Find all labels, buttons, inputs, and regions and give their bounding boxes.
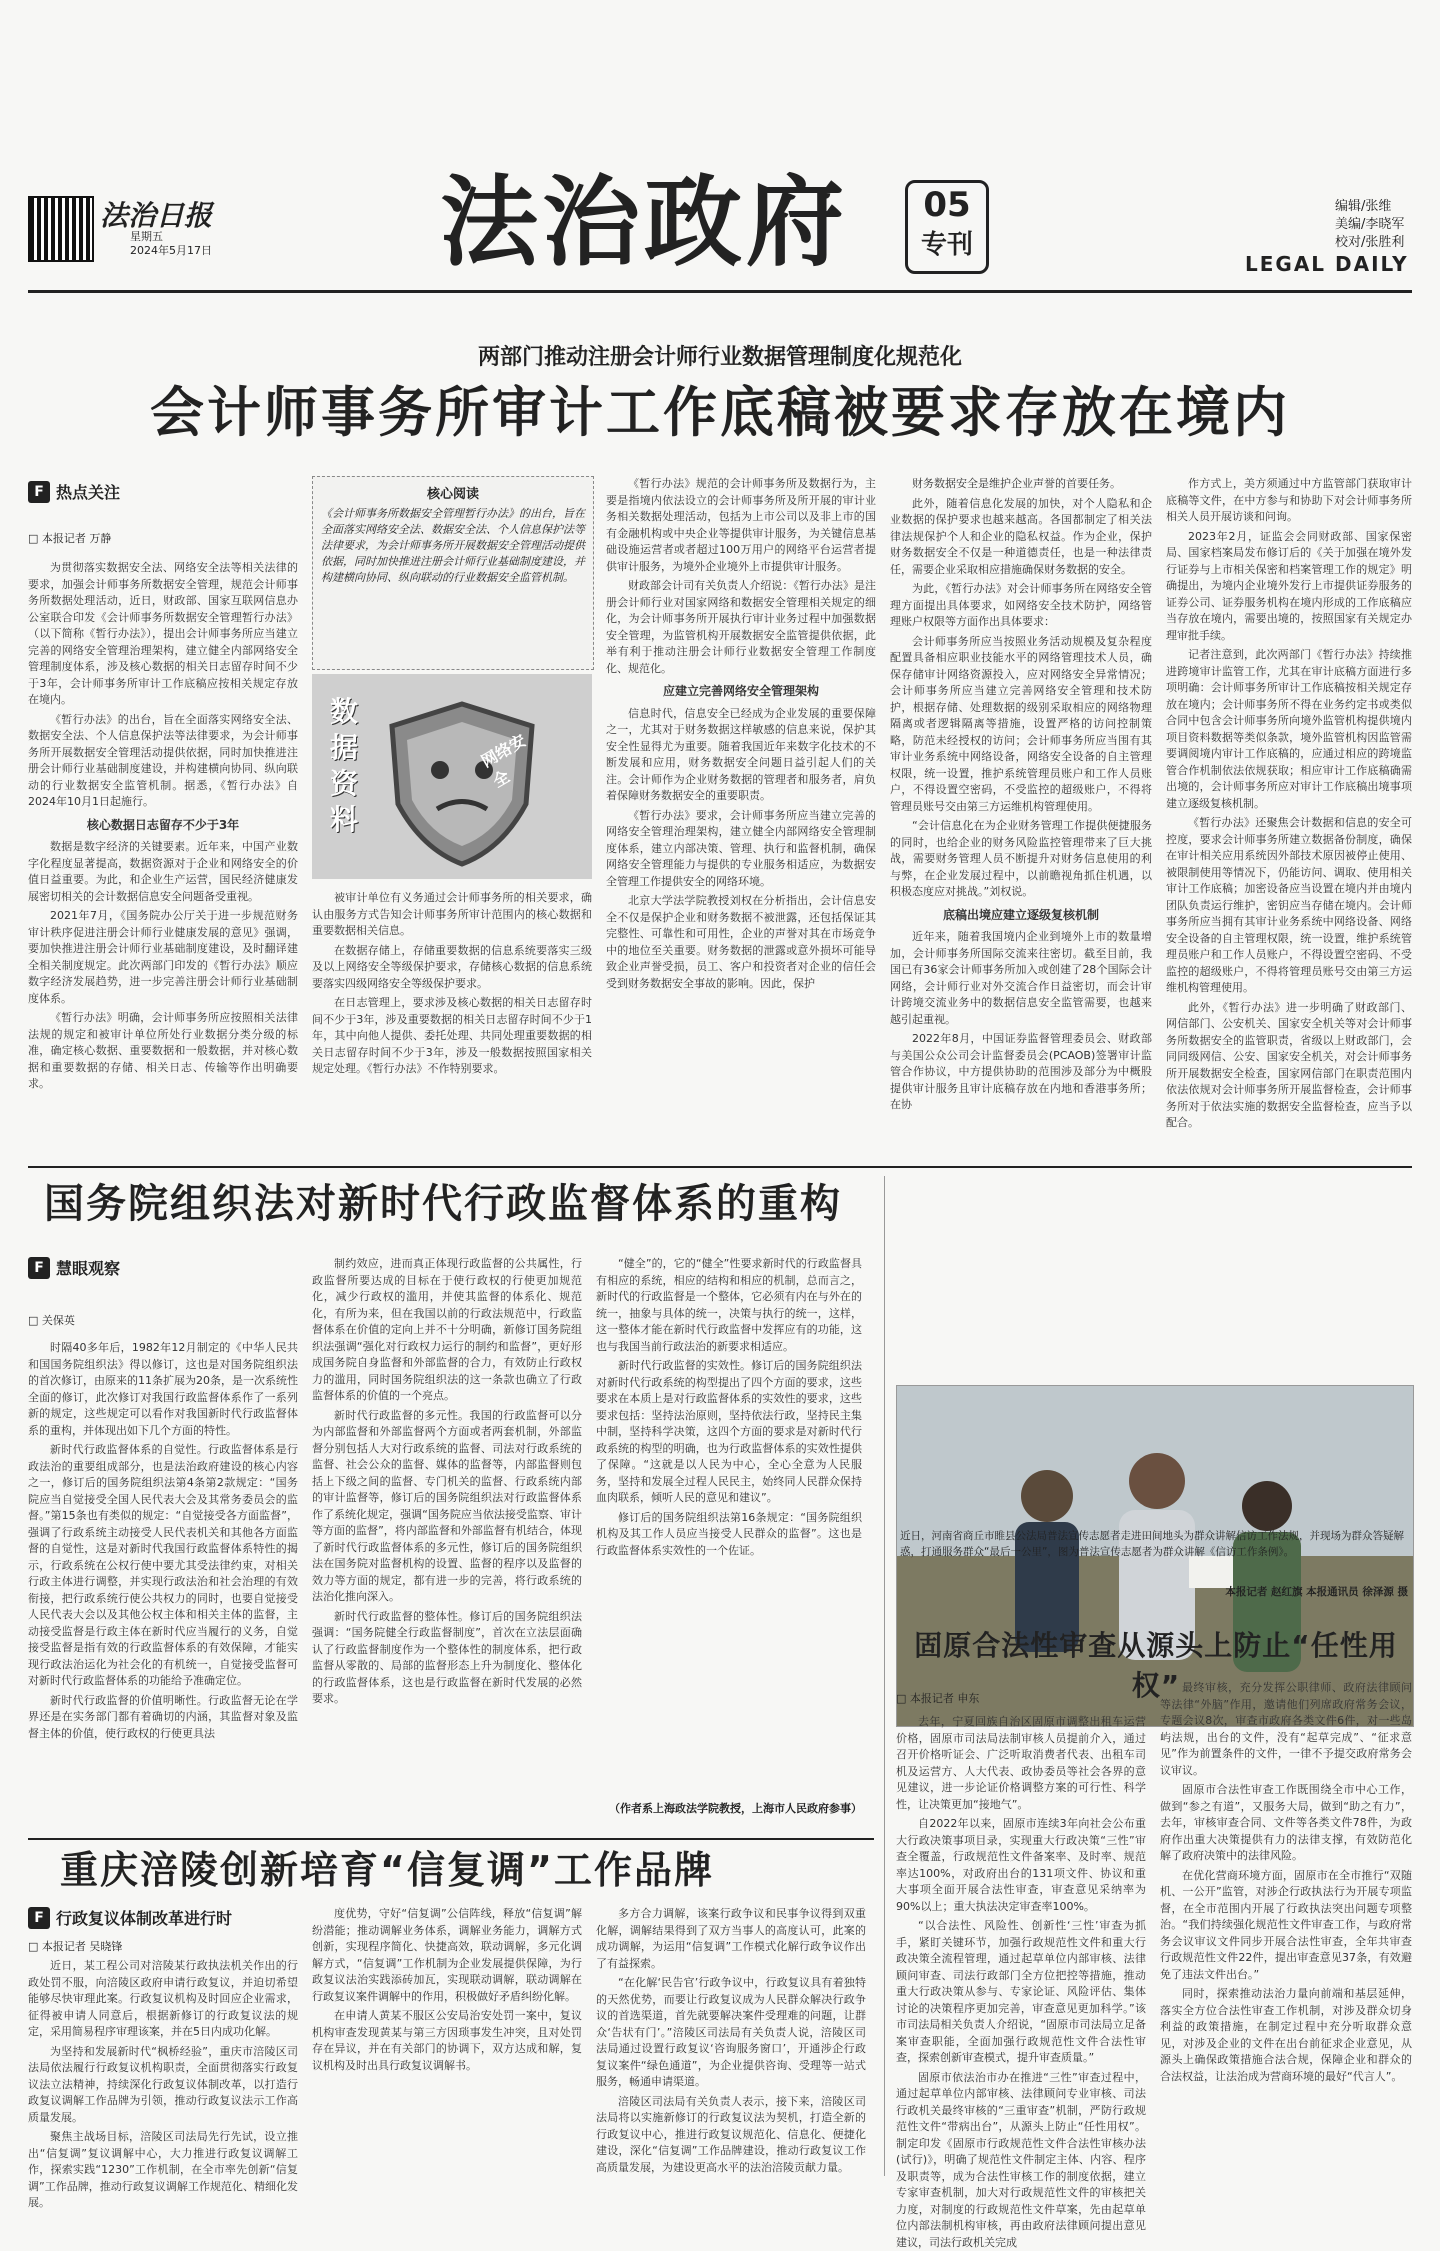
lead-col-5 (1166, 476, 1412, 1160)
paragraph: 固原市合法性审查工作既围绕全市中心工作，做到“参之有道”，又服务大局，做到“助之有力”，去年，审核审查合同、文件等各类文件78件，为政府作出重大决策提供有力的法律支撑，有效防范化解了政府决策中的法律风险。 (1160, 1782, 1412, 1865)
section-label-insight (28, 1256, 120, 1279)
section-f-icon: F (28, 1257, 50, 1279)
article2-author-note: （作者系上海政法学院教授，上海市人民政府参事） (596, 1800, 862, 1816)
lead-subhead: 两部门推动注册会计师行业数据管理制度化规范化 (0, 340, 1440, 371)
lead-col-3 (606, 476, 876, 1160)
lead-headline: 会计师事务所审计工作底稿被要求存放在境内 (0, 370, 1440, 447)
paragraph: 聚焦主战场目标，涪陵区司法局先行先试，设立推出“信复调”复议调解中心，大力推进行政复议调解工作，探索实践“1230”工作机制，在全市率先创新“信复调”工作品牌，推动行政复议调解工作规范化、精细化发展。 (28, 2129, 298, 2212)
section-label-reform (28, 1906, 232, 1929)
paragraph: 财政部会计司有关负责人介绍说：《暂行办法》是注册会计师行业对国家网络和数据安全管理相关规定的细化，为会计师事务所开展执行审计业务过程中加强数据安全管理，为监管机构开展数据安全监管提供依据，此举有利于推动注册会计师行业数据安全管理工作制度化、规范化。 (606, 578, 876, 677)
paragraph: 此外，《暂行办法》进一步明确了财政部门、网信部门、公安机关、国家安全机关等对会计师事务所数据安全的监管职责，省级以上财政部门，会同同级网信、公安、国家安全机关，对会计师事务所开展数据安全检查，国家网信部门在职责范围内依法依规对会计师事务所开展监督检查，会计师事务所对于依法实施的数据安全监督检查，应当予以配合。 (1166, 1000, 1412, 1132)
lead-byline: □ 本报记者 万静 (28, 530, 111, 546)
subsection-title: 核心数据日志留存不少于3年 (28, 817, 298, 834)
article3-col-1 (896, 1714, 1146, 2174)
paragraph: 新时代行政监督的整体性。修订后的国务院组织法强调：“国务院健全行政监督制度”，首次在立法层面确认了行政监督制度作为一个整体性的制度体系，把行政监督从零散的、局部的监督形态上升为制度化、整体化的行政监督体系，这也是行政监督在新时代发展的必然要求。 (312, 1609, 582, 1708)
paragraph: 新时代行政监督的价值明晰性。行政监督无论在学界还是在实务部门都有着确切的内涵，其监督对象及监督主体的价值，使行政权的行使更具法 (28, 1693, 298, 1743)
article3-col-2 (1160, 1680, 1412, 2174)
masthead-rule (28, 290, 1412, 293)
section-label-text: 热点关注 (56, 480, 120, 503)
paragraph: 制约效应，进而真正体现行政监督的公共属性，行政监督所要达成的目标在于使行政权的行使更加规范化，减少行政权的滥用，并使其监督的体系化、规范化，有所为来，但在我国以前的行政法规范中，行政监督体系在价值的定向上并不十分明确，新修订国务院组织法强调“强化对行政权力运行的制约和监督”，更好形成国务院自身监督和外部监督的合力，有效防止行政权力的滥用，同时国务院组织法的这一条款也确立了行政监督体系的价值的一个亮点。 (312, 1256, 582, 1405)
article2-col-3 (596, 1256, 862, 1796)
illus-big-text: 数据资料 (330, 694, 360, 838)
paragraph: 固原市依法治市办在推进“三性”审查过程中，通过起草单位内部审核、法律顾问专业审核、司法行政机关最终审核的“三重审查”机制，严防行政规范性文件“带病出台”，从源头上防止“任性用权”。制定印发《固原市行政规范性文件合法性审核办法(试行)》，明确了规范性文件制定主体、内容、程序及职责等，成为合法性审核工作的制度依据，建立专家审查机制，加大对行政规范性文件的审核把关力度，对制度的行政规范性文件草案，先由起草单位内部法制机构审核，再由政府法律顾问提出意见建议，司法行政机关完成 (896, 2070, 1146, 2251)
core-reading-box (312, 476, 594, 670)
paragraph: 多方合力调解，该案行政争议和民事争议得到双重化解，调解结果得到了双方当事人的高度认可，此案的成功调解，为运用“信复调”工作模式化解行政争议作出了有益探索。 (596, 1906, 866, 1972)
paragraph: 记者注意到，此次两部门《暂行办法》持续推进跨境审计监管工作，尤其在审计底稿方面进行多项明确：会计师事务所审计工作底稿按相关规定存放在境内；会计师事务所不得在业务约定书或类似合同中包含会计师事务所向境外监管机构提供境内项目资料数据等类似条款，境外监管机构因监管需要调阅境内审计工作底稿的，应通过相应的跨境监管合作机制依法依规获取；相应审计工作底稿确需出境的，会计师事务所应对审计工作底稿出境事项建立逐级复核机制。 (1166, 647, 1412, 812)
proofreader: 校对/张胜利 (1335, 234, 1404, 252)
paragraph: “会计信息化在为企业财务管理工作提供便捷服务的同时，也给企业的财务风险监控管理带来了巨大挑战，需要财务管理人员不断提升对财务信息使用的利与弊，在企业发展过程中，以前瞻视角抓住机遇，以积极态度应对挑战。”刘权说。 (890, 818, 1152, 901)
paragraph: 2023年2月，证监会会同财政部、国家保密局、国家档案局发布修订后的《关于加强在境外发行证券与上市相关保密和档案管理工作的规定》明确提出，为境内企业境外发行上市提供证券服务的证券公司、证券服务机构在境内形成的工作底稿应当存放在境内，需要出境的，按照国家有关规定办理审批手续。 (1166, 529, 1412, 645)
edition-type: 专刊 (908, 227, 986, 263)
article4-col-3 (596, 1906, 866, 2178)
paragraph: 被审计单位有义务通过会计师事务所的相关要求，确认由服务方式告知会计师事务所审计范围内的核心数据和重要数据相关信息。 (312, 890, 592, 940)
article4-headline: 重庆涪陵创新培育“信复调”工作品牌 (60, 1846, 860, 1894)
paragraph: 财务数据安全是维护企业声誉的首要任务。 (890, 476, 1152, 493)
paragraph: 修订后的国务院组织法第16条规定：“国务院组织机构及其工作人员应当接受人民群众的监督”。这也是行政监督体系实效性的一个佐证。 (596, 1510, 862, 1560)
paragraph: 《暂行办法》要求，会计师事务所应当建立完善的网络安全管理治理架构，建立健全内部网络安全管理制度体系，建立内部决策、管理、执行和监督机制，确保网络安全管理能力与提供的专业服务相适应，为数据安全管理工作提供安全的网络环境。 (606, 808, 876, 891)
article2-col-2 (312, 1256, 582, 1830)
editor-credits (1335, 198, 1404, 252)
paragraph: 在日志管理上，要求涉及核心数据的相关日志留存时间不少于3年，涉及重要数据的相关日志留存时间不少于1年，其中向他人提供、委托处理、共同处理重要数据的相关日志留存时间不少于3年，涉及一般数据按照国家相关规定处理。《暂行办法》不作特别要求。 (312, 995, 592, 1078)
article2-byline: □ 关保英 (28, 1312, 75, 1328)
edition-box (905, 180, 989, 274)
editor: 编辑/张维 (1335, 198, 1404, 216)
paragraph: 2021年7月，《国务院办公厅关于进一步规范财务审计秩序促进注册会计师行业健康发展的意见》强调，要加快推进注册会计师行业基础制度建设，及时翻译建全相关制度规定。此次两部门印发的《暂行办法》顺应数字经济发展趋势，进一步完善注册会计师行业基础制度体系。 (28, 908, 298, 1007)
article2-headline: 国务院组织法对新时代行政监督体系的重构 (44, 1180, 864, 1228)
paragraph: 近日，某工程公司对涪陵某行政执法机关作出的行政处罚不服，向涪陵区政府申请行政复议，并迫切希望能够尽快审理此案。行政复议机构及时回应企业需求，征得被申请人同意后，根据新修订的行政复议法的规定，采用简易程序审理该案，并在5日内成功化解。 (28, 1958, 298, 2041)
paper-date-block (130, 230, 212, 258)
lead-col-2 (312, 890, 592, 1160)
paragraph: 同时，探索推动法治力量向前端和基层延伸，落实全方位合法性审查工作机制，对涉及群众切身利益的政策措施，在制定过程中充分听取群众意见，对涉及企业的文件在出台前征求企业意见，从源头上确保政策措施合法合规，保障企业和群众的合法权益，让法治成为营商环境的最好“代言人”。 (1160, 1986, 1412, 2085)
paragraph: 《暂行办法》还聚焦会计数据和信息的安全可控度，要求会计师事务所建立数据备份制度，确保在审计相关应用系统因外部技术原因被停止使用、被限制使用等情况下，仍能访问、调取、使用相关审计工作底稿；加密设备应当设置在境内并由境内团队负责运行维护，密钥应当存储在境内。会计师事务所应当拥有其审计业务系统中网络设备、网络安全设备的自主管理权限，统一设置，维护系统管理员账户和工作人员账户，不得设置空密码、不受监控的超级账户，不得将管理员账号交由第三方运维机构管理使用。 (1166, 815, 1412, 997)
paragraph: 度优势，守好“信复调”公信阵线，释放“信复调”解纷潜能；推动调解业务体系，调解业务能力，调解方式创新，实现程序简化、快捷高效，联动调解，多元化调解方式，“信复调”工作机制为企业发展提供保障，为行政复议法治实践添砖加瓦，实现联动调解，联动调解在行政复议案件调解中的作用，积极做好矛盾纠纷化解。 (312, 1906, 582, 2005)
paragraph: 会计师事务所应当按照业务活动规模及复杂程度配置具备相应职业技能水平的网络管理技术人员，确保存储审计网络资源投入，应对网络安全异常情况；会计师事务所应当建立完善网络安全管理和技术防护，根据存储、处理数据的级别采取相应的网络物理隔离或者逻辑隔离等措施，设置严格的访问控制策略，防范未经授权的访问；会计师事务所应当围有其审计业务系统中网络设备，网络安全设备的自主管理权限，统一设置，推护系统管理员账户和工作人员账户，不得设置空密码，不受监控的超级账户，不得将管理员账号交由第三方运维机构管理使用。 (890, 634, 1152, 816)
paragraph: 自2022年以来，固原市连续3年向社会公布重大行政决策事项目录，实现重大行政决策“三性”审查全覆盖，行政规范性文件备案率、及时率、规范率达100%，对政府出台的131项文件、协议和重大事项全面开展合法性审查，审查意见采纳率为90%以上；重大执法决定审查率100%。 (896, 1816, 1146, 1915)
article4-col-1 (28, 1958, 298, 2178)
qr-code (28, 196, 94, 262)
paragraph: “以合法性、风险性、创新性‘三性’审查为抓手，紧盯关键环节，加强行政规范性文件和重大行政决策全流程管理，通过起草单位内部审核、法律顾问审查、司法行政部门全方位把控等措施，推动重大行政决策从参与、专家论证、风险评估、集体讨论的决策程序更加完善，审查意见更加科学。”该市司法局相关负责人介绍说，“固原市司法局立足备案审查职能，全面加强行政规范性文件合法性审查，探索创新审查模式，提升审查质量。” (896, 1918, 1146, 2067)
lead-col-1 (28, 560, 298, 1160)
photo-caption: 近日，河南省商丘市睢县公法局普法宣传志愿者走进田间地头为群众讲解信访工作法规，并现场为群众答疑解惑，打通服务群众“最后一公里”，图为普法宣传志愿者为群众讲解《信访工作条例》。 (900, 1528, 1408, 1560)
subsection-title: 底稿出境应建立逐级复核机制 (890, 907, 1152, 924)
paragraph: 在优化营商环境方面，固原市在全市推行“双随机、一公开”监管，对涉企行政执法行为开展专项监督，在全市范围内开展了行政执法突出问题专项整治。“我们持续强化规范性文件审查工作，与政府常务会议审议文件同步开展合法性审查，全年共审查行政规范性文件22件，提出审查意见37条，有效避免了违法文件出台。” (1160, 1868, 1412, 1984)
paragraph: 时隔40多年后，1982年12月制定的《中华人民共和国国务院组织法》得以修订，这也是对国务院组织法的首次修订，由原来的11条扩展为20条，是一次系统性全面的修订，此次修订对我国行政监督体系作了一系列新的规定，这些规定可以看作对我国新时代行政监督体系的重构，并体现出如下几个方面的特性。 (28, 1340, 298, 1439)
illus-shield-text: 网络安全 (477, 722, 552, 792)
designer: 美编/李晓军 (1335, 216, 1404, 234)
section-f-icon: F (28, 1907, 50, 1929)
section-label-text: 行政复议体制改革进行时 (56, 1906, 232, 1929)
paragraph: 涪陵区司法局有关负责人表示，接下来，涪陵区司法局将以实施新修订的行政复议法为契机，打造全新的行政复议中心，推进行政复议规范化、信息化、便捷化建设，深化“信复调”工作品牌建设，推动行政复议工作高质量发展，为建设更高水平的法治涪陵贡献力量。 (596, 2094, 866, 2177)
lead-col-4 (890, 476, 1152, 1160)
section-divider (28, 1838, 874, 1840)
article3-headline: 固原合法性审查从源头上防止“任性用权” (900, 1624, 1412, 1704)
paragraph: 《暂行办法》明确，会计师事务所应按照相关法律法规的规定和被审计单位所处行业数据分类分级的标准，确定核心数据、重要数据和一般数据，并对核心数据和重要数据的存储、相关日志、传输等作出明确要求。 (28, 1010, 298, 1093)
data-security-illustration (312, 674, 592, 879)
photo-credit: 本报记者 赵红旗 本报通讯员 徐泽源 摄 (900, 1584, 1408, 1599)
issue-date: 2024年5月17日 (130, 244, 212, 258)
article2-col-1 (28, 1340, 298, 1830)
paragraph: 在数据存储上，存储重要数据的信息系统要落实三级及以上网络安全等级保护要求，存储核心数据的信息系统要落实四级网络安全等级保护要求。 (312, 943, 592, 993)
paragraph: 此外，随着信息化发展的加快，对个人隐私和企业数据的保护要求也越来越高。各国都制定了相关法律法规保护个人和企业的隐私权益。作为企业，保护财务数据安全不仅是一种道德责任，也是一种法律责任，需要企业采取相应措施确保财务数据的安全。 (890, 496, 1152, 579)
weekday: 星期五 (130, 230, 212, 244)
paragraph: 数据是数字经济的关键要素。近年来，中国产业数字化程度显著提高，数据资源对于企业和网络安全的价值日益重要。为此，和企业生产运营，国民经济健康发展密切相关的会计数据信息安全问题备受重视。 (28, 839, 298, 905)
edition-number: 05 (908, 183, 986, 227)
paragraph: 最终审核，充分发挥公职律师、政府法律顾问等法律“外脑”作用，邀请他们列席政府常务会议，专题会议8次，审查市政府各类文件6件，对一些岛屿法规，出台的文件，没有“起草完成”、“征求意见”作为前置条件的文件，一律不予提交政府常务会议审议。 (1160, 1680, 1412, 1779)
paragraph: 2022年8月，中国证券监督管理委员会、财政部与美国公众公司会计监督委员会(PCAOB)签署审计监管合作协议，中方提供协助的范围涉及部分为中概股提供审计服务且审计底稿存放在内地和香港事务所；在协 (890, 1031, 1152, 1114)
paragraph: 为此，《暂行办法》对会计师事务所在网络安全管理方面提出具体要求，如网络安全技术防护，网络管理账户权限等方面作出具体要求： (890, 581, 1152, 631)
article3-byline: □ 本报记者 申东 (896, 1690, 979, 1706)
paragraph: 为坚持和发展新时代“枫桥经验”，重庆市涪陵区司法局依法履行行政复议机构职责，全面贯彻落实行政复议法立法精神，持续深化行政复议体制改革，以打造行政复议调解工作品牌为引领，推动行政复议法示工作高质量发展。 (28, 2044, 298, 2127)
section-divider (28, 1166, 1412, 1168)
paragraph: 北京大学法学院教授刘权在分析指出，会计信息安全不仅是保护企业和财务数据不被泄露，还包括保证其完整性、可靠性和可用性，企业的声誉对其在市场竞争中的地位至关重要。财务数据的泄露或意外损坏可能导致企业声誉受损，员工、客户和投资者对企业的信任会受到财务数据安全事故的影响。因此，保护 (606, 893, 876, 992)
paragraph: 新时代行政监督体系的自觉性。行政监督体系是行政法治的重要组成部分，也是法治政府建设的核心内容之一，修订后的国务院组织法第4条第2款规定：“国务院应当自觉接受全国人民代表大会及其常务委员会的监督。”第15条也有类似的规定：“自觉接受各方面监督”，强调了行政系统主动接受人民代表机关和其他各方面监督的自觉性，这是对新时代我国行政监督体系特性的揭示，行政系统在公权行使中要尤其受法律约束，对相关行政主体进行调整，并实现行政法治和社会治理的有效衔接，把行政系统行使公共权力的同时，也要自觉接受人民代表大会以及其他公权主体和相关主体的监督，主动接受监督是行政主体在新时代应当履行的义务，自觉接受监督是指有效的行政监督体系的有效保障，才能实现行政法治运化为社会化的有机统一，自觉接受监督可对新时代行政监督体系的功能给予准确定位。 (28, 1442, 298, 1690)
subsection-title: 应建立完善网络安全管理架构 (606, 683, 876, 700)
section-label-text: 慧眼观察 (56, 1256, 120, 1279)
paragraph: 为贯彻落实数据安全法、网络安全法等相关法律的要求，加强会计师事务所数据安全管理，规范会计师事务所数据处理活动，近日，财政部、国家互联网信息办公室联合印发《会计师事务所数据安全管理暂行办法》（以下简称《暂行办法》），提出会计师事务所应当建立完善的网络安全管理治理架构，建立健全内部网络安全管理制度体系，涉及核心数据的相关日志留存时间不少于3年，会计师事务所审计工作底稿应按相关规定存放在境内。 (28, 560, 298, 709)
section-f-icon: F (28, 481, 50, 503)
article4-col-2 (312, 1906, 582, 2178)
paragraph: 《暂行办法》的出台，旨在全面落实网络安全法、数据安全法、个人信息保护法等法律要求，为会计师事务所开展数据安全管理活动提供依据，同时加快推进注册会计师行业基础制度建设，并构建横向协同、纵向联动的行业数据安全监管机制。据悉，《暂行办法》自2024年10月1日起施行。 (28, 712, 298, 811)
paragraph: 信息时代，信息安全已经成为企业发展的重要保障之一，尤其对于财务数据这样敏感的信息来说，保护其安全性显得尤为重要。随着我国近年来数字化技术的不断发展和应用，财务数据安全问题日益引起人们的关注。会计师作为企业财务数据的管理者和服务者，肩负着保障财务数据安全的重要职责。 (606, 706, 876, 805)
section-label-hot (28, 480, 120, 503)
core-reading-text: 《会计师事务所数据安全管理暂行办法》的出台，旨在全面落实网络安全法、数据安全法、个人信息保护法等法律要求，为会计师事务所开展数据安全管理活动提供依据，同时加快推进注册会计师行业基础制度建设，并构建横向协同、纵向联动的行业数据安全监管机制。 (321, 506, 585, 586)
core-reading-title: 核心阅读 (321, 483, 585, 502)
paragraph: 在申请人黄某不服区公安局治安处罚一案中，复议机构审查发现黄某与第三方因琐事发生冲突，且对处罚存在异议，并在有关部门的协调下，双方达成和解，复议机构及时出具行政复议调解书。 (312, 2008, 582, 2074)
column-divider (884, 1176, 885, 2176)
paragraph: 新时代行政监督的多元性。我国的行政监督可以分为内部监督和外部监督两个方面或者两套机制，外部监督分别包括人大对行政系统的监督、司法对行政系统的监督、社会公众的监督、媒体的监督等，内部监督则包括上下级之间的监督、专门机关的监督、行政系统内部的审计监督等，修订后的国务院组织法对行政监督体系作了系统化规定，强调“国务院应当依法接受监察、审计等方面的监督”，将内部监督和外部监督有机结合，体现了新时代行政监督体系的多元性，修订后的国务院组织法在国务院对监督机构的设置、监督的程序以及监督的效力等方面的规定，都有进一步的完善，将行政系统的法治化推向深入。 (312, 1408, 582, 1606)
paragraph: 《暂行办法》规范的会计师事务所及数据行为，主要是指境内依法设立的会计师事务所及所开展的审计业务相关数据处理活动，包括为上市公司以及非上市的国有金融机构或中央企业等提供审计服务，为关键信息基础设施运营者或者超过100万用户的网络平台运营者提供审计服务，为境外企业境外上市提供审计服务。 (606, 476, 876, 575)
paragraph: 新时代行政监督的实效性。修订后的国务院组织法对新时代行政系统的构型提出了四个方面的要求，这些要求在本质上是对行政监督体系的实效性的要求，这些要求包括：坚持法治原则，坚持依法行政，坚持民主集中制，坚持科学决策，这四个方面的要求是对新时代行政系统的构型的明确，也为行政监督体系的实效性提供了保障。“这就是以人民为中心，全心全意为人民服务，坚持和发展全过程人民民主，始终同人民群众保持血肉联系，倾听人民的意见和建议”。 (596, 1358, 862, 1507)
paragraph: “健全”的，它的“健全”性要求新时代的行政监督具有相应的系统，相应的结构和相应的机制，总而言之，新时代的行政监督是一个整体，它必须有内在与外在的统一，抽象与具体的统一，决策与执行的统一，这样，这一整体才能在新时代行政监督中发挥应有的功能，这也与我国当前行政法治的新要求相适应。 (596, 1256, 862, 1355)
paragraph: “在化解‘民告官’行政争议中，行政复议具有着独特的天然优势，而要让行政复议成为人民群众解决行政争议的首选渠道，首先就要解决案件受理难的问题，让群众‘告状有门’。”涪陵区司法局有关负责人说，涪陵区司法局通过设置行政复议‘咨询服务窗口’，开通涉企行政复议案件“绿色通道”，为企业提供咨询、受理等一站式服务，畅通申请渠道。 (596, 1975, 866, 2091)
section-title: 法治政府 (440, 168, 848, 278)
brand-en: LEGAL DAILY (1245, 252, 1409, 276)
paragraph: 近年来，随着我国境内企业到境外上市的数量增加，会计师事务所国际交流来往密切。截至目前，我国已有36家会计师事务所加入或创建了28个国际会计网络，会计师行业对外交流合作日益密切，而会计审计跨境交流业务中的数据信息安全监管需要，也越来越引起重视。 (890, 929, 1152, 1028)
paragraph: 去年，宁夏回族自治区固原市调整出租车运营价格，固原市司法局法制审核人员提前介入，通过召开价格听证会、广泛听取消费者代表、出租车司机及运营方、人大代表、政协委员等社会各界的意见建议，进一步论证价格调整方案的可行性、科学性，让决策更加“接地气”。 (896, 1714, 1146, 1813)
article4-byline: □ 本报记者 吴晓锋 (28, 1938, 122, 1954)
paragraph: 作方式上，美方须通过中方监管部门获取审计底稿等文件，在中方参与和协助下对会计师事务所相关人员开展访谈和问询。 (1166, 476, 1412, 526)
paper-name: 法治日报 (100, 194, 212, 234)
